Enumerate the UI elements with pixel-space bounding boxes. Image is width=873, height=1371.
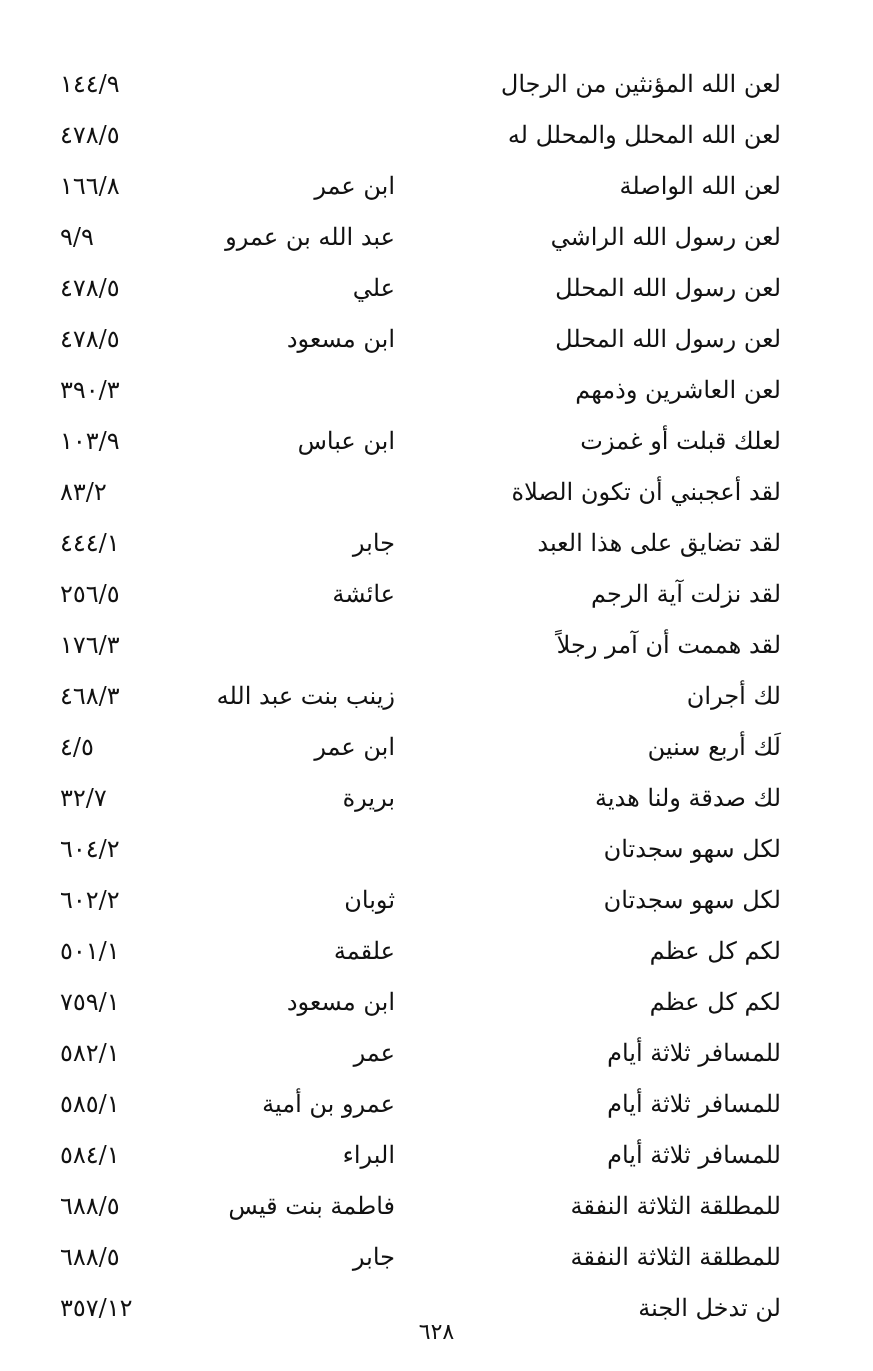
hadith-text: لكل سهو سجدتان: [603, 835, 781, 863]
volume-page-reference: ٥٨٥/١: [60, 1090, 120, 1118]
index-entry: [0, 623, 873, 674]
volume-page-reference: ٤/٥: [60, 733, 94, 761]
volume-page-reference: ٦٨٨/٥: [60, 1192, 120, 1220]
index-entry: [0, 1031, 873, 1082]
narrator-name: علقمة: [333, 937, 395, 965]
index-entry: [0, 62, 873, 113]
narrator-name: جابر: [352, 529, 395, 557]
hadith-index-list: [0, 62, 873, 1337]
narrator-name: البراء: [342, 1141, 395, 1169]
narrator-name: علي: [352, 274, 395, 302]
narrator-name: ثوبان: [344, 886, 395, 914]
volume-page-reference: ١٧٦/٣: [60, 631, 120, 659]
index-entry: [0, 572, 873, 623]
volume-page-reference: ٤٧٨/٥: [60, 274, 120, 302]
hadith-text: للمطلقة الثلاثة النفقة: [570, 1192, 781, 1220]
index-entry: [0, 878, 873, 929]
index-entry: [0, 164, 873, 215]
volume-page-reference: ٦٠٤/٢: [60, 835, 120, 863]
volume-page-reference: ٤٧٨/٥: [60, 325, 120, 353]
volume-page-reference: ١٠٣/٩: [60, 427, 120, 455]
volume-page-reference: ٦٨٨/٥: [60, 1243, 120, 1271]
volume-page-reference: ٤٤٤/١: [60, 529, 120, 557]
index-entry: [0, 419, 873, 470]
hadith-text: لعن الله الواصلة: [619, 172, 781, 200]
hadith-text: للمسافر ثلاثة أيام: [607, 1141, 781, 1169]
hadith-text: لعن رسول الله الراشي: [550, 223, 781, 251]
narrator-name: عائشة: [332, 580, 395, 608]
index-entry: [0, 368, 873, 419]
volume-page-reference: ٨٣/٢: [60, 478, 107, 506]
narrator-name: ابن مسعود: [286, 988, 395, 1016]
narrator-name: ابن عمر: [314, 172, 395, 200]
index-entry: [0, 776, 873, 827]
hadith-text: للمطلقة الثلاثة النفقة: [570, 1243, 781, 1271]
narrator-name: ابن عمر: [314, 733, 395, 761]
narrator-name: فاطمة بنت قيس: [228, 1192, 395, 1220]
volume-page-reference: ٣٩٠/٣: [60, 376, 120, 404]
volume-page-reference: ١٦٦/٨: [60, 172, 120, 200]
index-entry: [0, 317, 873, 368]
hadith-text: لك صدقة ولنا هدية: [595, 784, 781, 812]
hadith-text: لك أجران: [686, 682, 781, 710]
page-number: ٦٢٨: [418, 1320, 455, 1345]
hadith-text: لقد هممت أن آمر رجلاً: [556, 631, 781, 659]
volume-page-reference: ١٤٤/٩: [60, 70, 120, 98]
narrator-name: عمرو بن أمية: [262, 1090, 395, 1118]
narrator-name: زينب بنت عبد الله: [216, 682, 395, 710]
index-entry: [0, 113, 873, 164]
index-entry: [0, 674, 873, 725]
volume-page-reference: ٥٨٢/١: [60, 1039, 120, 1067]
hadith-text: لقد تضايق على هذا العبد: [537, 529, 781, 557]
hadith-text: لعن رسول الله المحلل: [555, 325, 781, 353]
volume-page-reference: ٩/٩: [60, 223, 94, 251]
narrator-name: ابن عباس: [297, 427, 395, 455]
hadith-text: لكم كل عظم: [649, 988, 781, 1016]
volume-page-reference: ٦٠٢/٢: [60, 886, 120, 914]
index-entry: [0, 521, 873, 572]
index-entry: [0, 1082, 873, 1133]
hadith-text: لعن رسول الله المحلل: [555, 274, 781, 302]
hadith-text: للمسافر ثلاثة أيام: [607, 1039, 781, 1067]
index-entry: [0, 827, 873, 878]
narrator-name: جابر: [352, 1243, 395, 1271]
index-entry: [0, 1235, 873, 1286]
volume-page-reference: ٣٢/٧: [60, 784, 107, 812]
index-entry: [0, 1184, 873, 1235]
volume-page-reference: ٢٥٦/٥: [60, 580, 120, 608]
hadith-text: لعن العاشرين وذمهم: [575, 376, 781, 404]
index-entry: [0, 1133, 873, 1184]
hadith-text: لعلك قبلت أو غمزت: [580, 427, 781, 455]
hadith-text: لَك أربع سنين: [647, 733, 781, 761]
narrator-name: ابن مسعود: [286, 325, 395, 353]
hadith-text: للمسافر ثلاثة أيام: [607, 1090, 781, 1118]
hadith-text: لعن الله المحلل والمحلل له: [507, 121, 781, 149]
volume-page-reference: ٣٥٧/١٢: [60, 1294, 133, 1322]
hadith-text: لن تدخل الجنة: [638, 1294, 781, 1322]
hadith-text: لقد أعجبني أن تكون الصلاة: [511, 478, 781, 506]
hadith-text: لكم كل عظم: [649, 937, 781, 965]
index-entry: [0, 470, 873, 521]
index-entry: [0, 266, 873, 317]
volume-page-reference: ٥٠١/١: [60, 937, 120, 965]
index-entry: [0, 929, 873, 980]
hadith-text: لعن الله المؤنثين من الرجال: [500, 70, 781, 98]
volume-page-reference: ٥٨٤/١: [60, 1141, 120, 1169]
volume-page-reference: ٧٥٩/١: [60, 988, 120, 1016]
hadith-text: لقد نزلت آية الرجم: [591, 580, 781, 608]
index-entry: [0, 215, 873, 266]
index-entry: [0, 725, 873, 776]
index-entry: [0, 980, 873, 1031]
volume-page-reference: ٤٧٨/٥: [60, 121, 120, 149]
volume-page-reference: ٤٦٨/٣: [60, 682, 120, 710]
narrator-name: عبد الله بن عمرو: [225, 223, 395, 251]
narrator-name: عمر: [353, 1039, 395, 1067]
narrator-name: بريرة: [342, 784, 395, 812]
hadith-text: لكل سهو سجدتان: [603, 886, 781, 914]
